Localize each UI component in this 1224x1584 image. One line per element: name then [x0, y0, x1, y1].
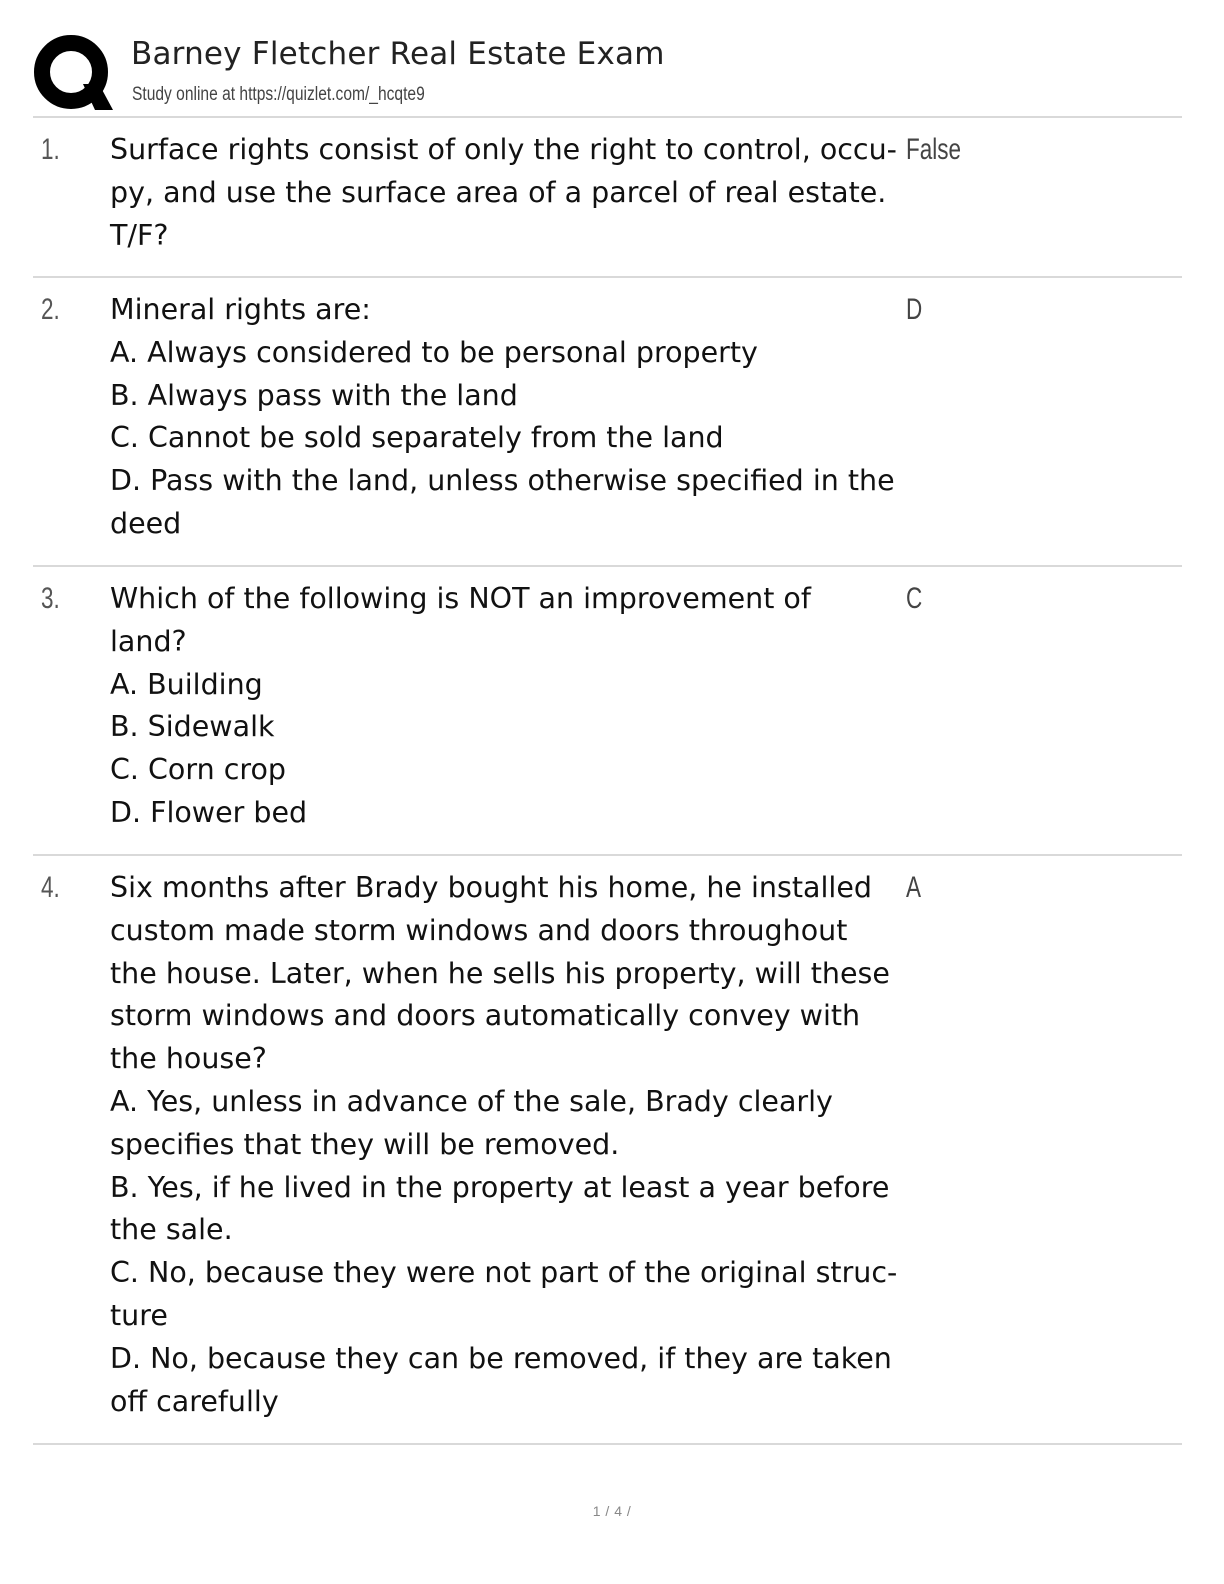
card-number: 3.: [41, 582, 60, 615]
card-definition: C: [906, 582, 923, 615]
card-term: Surface rights consist of only the right to control, occu- py, and use the surface area of a parcel of real estate. T/F?: [110, 133, 897, 252]
card-number: 4.: [41, 871, 60, 904]
page-title: Barney Fletcher Real Estate Exam: [131, 36, 665, 72]
study-online-link[interactable]: Study online at https://quizlet.com/_hcqte9: [132, 84, 425, 105]
page-header: [33, 30, 1183, 118]
divider: [33, 854, 1182, 856]
divider: [33, 1443, 1182, 1445]
card-definition: A: [906, 871, 922, 904]
card-definition: D: [906, 293, 923, 326]
card-term: Six months after Brady bought his home, he installed custom made storm windows and doors throughout the house. Later, when he sells his property, will these storm windows and doors automatically convey with the house? A. Yes, unless in advance of the sale, Brady clearly specifies that they will be removed. B. Yes, if he lived in the property at least a year before the sale. C. No, because they were not part of the original struc- ture D. No, because they can be removed, if they are taken off carefully: [110, 871, 898, 1418]
card-definition: False: [906, 133, 962, 166]
divider: [33, 116, 1182, 118]
card-term: Mineral rights are: A. Always considered to be personal property B. Always pass with the land C. Cannot be sold separately from the land D. Pass with the land, unless otherwise specified in the deed: [110, 293, 895, 540]
card-term: Which of the following is NOT an improvement of land? A. Building B. Sidewalk C. Corn crop D. Flower bed: [110, 582, 811, 829]
card-number: 1.: [41, 133, 60, 166]
divider: [33, 276, 1182, 278]
card-number: 2.: [41, 293, 60, 326]
page-number: 1 / 4 /: [592, 1503, 632, 1519]
quizlet-q-logo-icon: [33, 34, 113, 114]
divider: [33, 565, 1182, 567]
